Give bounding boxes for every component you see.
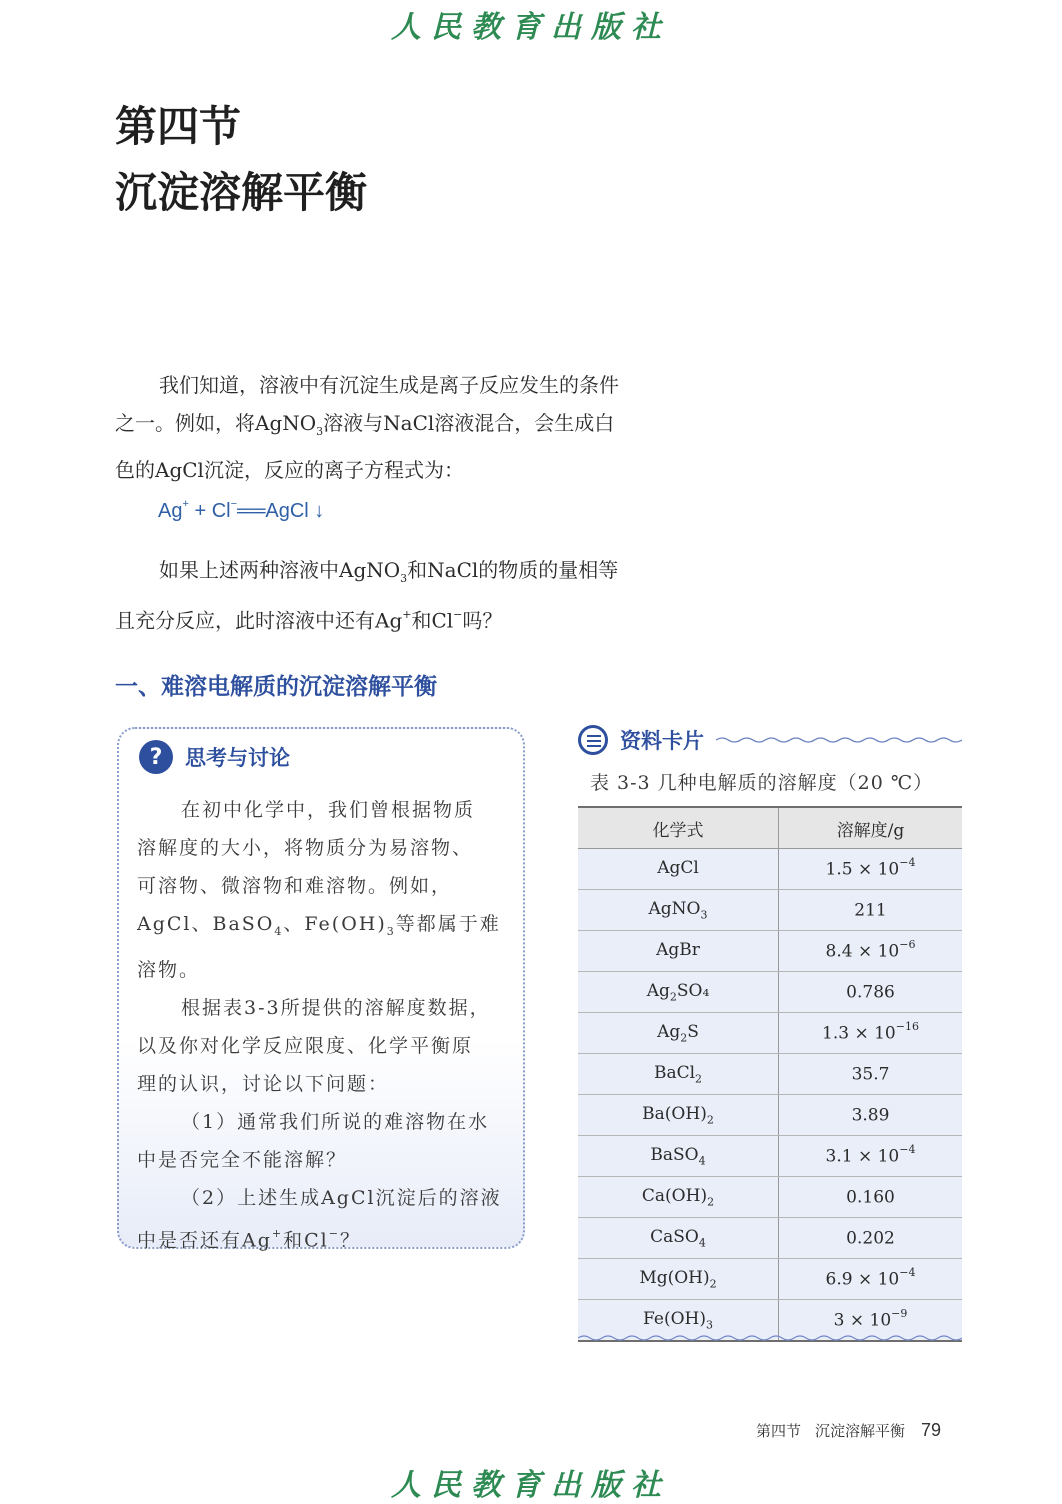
solubility-cell bbox=[779, 890, 963, 931]
column-header: 溶解度/g bbox=[779, 807, 963, 849]
text-run: 8.4 × 10 bbox=[825, 941, 900, 962]
publisher-logo-bottom: 人民教育出版社 bbox=[391, 1468, 671, 1503]
text-run: 211 bbox=[854, 900, 887, 921]
formula-cell bbox=[578, 931, 779, 972]
text-run: Mg(OH) bbox=[639, 1267, 710, 1288]
ionic-equation bbox=[158, 500, 324, 523]
subsection-heading: 一、难溶电解质的沉淀溶解平衡 bbox=[115, 674, 437, 700]
discussion-line: （2）上述生成AgCl沉淀后的溶液 bbox=[181, 1186, 502, 1209]
discussion-box bbox=[117, 727, 525, 1252]
discussion-header bbox=[139, 739, 290, 775]
table-row bbox=[578, 1136, 962, 1177]
text-run: 等都属于难 bbox=[395, 913, 501, 935]
table-row bbox=[578, 1054, 962, 1095]
table-row bbox=[578, 972, 962, 1013]
column-header: 化学式 bbox=[578, 807, 779, 849]
discussion-line: 可溶物、微溶物和难溶物。例如， bbox=[137, 875, 453, 897]
text-run: 和Cl bbox=[411, 608, 454, 633]
subscript: 2 bbox=[695, 1072, 703, 1086]
text-run: AgCl bbox=[657, 857, 699, 878]
discussion-line: 理的认识，讨论以下问题： bbox=[137, 1072, 390, 1095]
formula-cell bbox=[578, 972, 779, 1013]
subscript: 3 bbox=[400, 572, 408, 585]
text-run: Ag bbox=[657, 1021, 681, 1042]
text-run: Ag bbox=[646, 980, 670, 1001]
superscript: −4 bbox=[899, 856, 916, 870]
subscript: 3 bbox=[705, 1318, 713, 1332]
intro-paragraph bbox=[115, 366, 675, 489]
subscript: 4 bbox=[698, 1236, 706, 1250]
solubility-cell bbox=[779, 931, 963, 972]
section-number: 第四节 bbox=[115, 102, 242, 151]
text-run: Fe(OH) bbox=[643, 1308, 706, 1329]
text-run: 和Cl bbox=[283, 1229, 329, 1252]
subscript: 2 bbox=[709, 1277, 717, 1291]
discussion-line bbox=[137, 1217, 509, 1259]
text-run: 3.1 × 10 bbox=[825, 1146, 900, 1167]
text-run: AgNO bbox=[648, 898, 701, 919]
formula-cell bbox=[578, 849, 779, 890]
text-run: ？ bbox=[339, 1229, 361, 1252]
discussion-line: 中是否完全不能溶解？ bbox=[137, 1148, 348, 1171]
subscript: 2 bbox=[669, 990, 677, 1004]
table-row bbox=[578, 931, 962, 972]
text-run: 中是否还有Ag bbox=[137, 1229, 272, 1252]
formula-cell bbox=[578, 1013, 779, 1054]
table-caption: 表 3-3 几种电解质的溶解度（20 ℃） bbox=[590, 772, 934, 794]
question-paragraph bbox=[115, 551, 675, 640]
text-run: 0.202 bbox=[846, 1228, 895, 1249]
question-icon: ? bbox=[139, 740, 173, 774]
superscript: − bbox=[230, 498, 238, 511]
data-card-title: 资料卡片 bbox=[620, 729, 704, 753]
text-run: + Cl bbox=[188, 500, 231, 522]
subscript: 3 bbox=[386, 924, 396, 938]
discussion-line bbox=[137, 905, 509, 951]
intro-line bbox=[115, 404, 675, 451]
superscript: + bbox=[182, 498, 189, 511]
text-run: 吗？ bbox=[462, 608, 503, 633]
discussion-line: 在初中化学中，我们曾根据物质 bbox=[181, 799, 476, 821]
footer-title: 沉淀溶解平衡 bbox=[815, 1422, 906, 1440]
intro-line: 色的AgCl沉淀，反应的离子方程式为： bbox=[115, 458, 464, 482]
intro-line: 我们知道，溶液中有沉淀生成是离子反应发生的条件 bbox=[159, 373, 619, 397]
superscript: + bbox=[402, 608, 412, 621]
discussion-line: （1）通常我们所说的难溶物在水 bbox=[181, 1110, 490, 1133]
superscript: −4 bbox=[899, 1266, 916, 1280]
solubility-cell bbox=[779, 1136, 963, 1177]
formula-cell bbox=[578, 890, 779, 931]
discussion-body bbox=[137, 791, 509, 1259]
text-run: S bbox=[687, 1021, 699, 1042]
text-run: AgCl、BaSO bbox=[137, 913, 275, 935]
solubility-cell bbox=[779, 1177, 963, 1218]
solubility-cell bbox=[779, 1218, 963, 1259]
table-row bbox=[578, 1218, 962, 1259]
formula-cell bbox=[578, 1218, 779, 1259]
text-run: 溶液与NaCl溶液混合，会生成白 bbox=[323, 411, 615, 435]
superscript: −16 bbox=[895, 1020, 919, 1034]
question-line bbox=[115, 551, 675, 598]
solubility-cell bbox=[779, 849, 963, 890]
text-run: Ca(OH) bbox=[641, 1185, 708, 1206]
solubility-cell bbox=[779, 1054, 963, 1095]
text-run: 35.7 bbox=[851, 1064, 890, 1085]
subscript: 4 bbox=[274, 924, 284, 938]
formula-cell bbox=[578, 1054, 779, 1095]
discussion-line: 溶物。 bbox=[137, 958, 201, 981]
subscript: 3 bbox=[700, 908, 708, 922]
wave-divider-bottom bbox=[578, 1332, 962, 1344]
document-icon bbox=[578, 725, 608, 755]
text-run: BaCl bbox=[653, 1062, 696, 1083]
formula-cell bbox=[578, 1177, 779, 1218]
discussion-line: 根据表3-3所提供的溶解度数据， bbox=[181, 996, 491, 1019]
text-run: BaSO bbox=[650, 1144, 699, 1165]
text-run: 1.5 × 10 bbox=[825, 859, 900, 880]
superscript: − bbox=[328, 1226, 340, 1240]
text-run: 、Fe(OH) bbox=[283, 913, 387, 935]
subscript: 2 bbox=[707, 1195, 715, 1209]
text-run: CaSO bbox=[650, 1226, 699, 1247]
table-row bbox=[578, 1095, 962, 1136]
discussion-title: 思考与讨论 bbox=[185, 746, 290, 770]
text-run: 之一。例如，将AgNO bbox=[115, 411, 317, 435]
solubility-cell bbox=[779, 1013, 963, 1054]
text-run: 且充分反应，此时溶液中还有Ag bbox=[115, 608, 403, 633]
page-footer bbox=[756, 1420, 941, 1441]
text-run: ══AgCl ↓ bbox=[237, 500, 325, 522]
table-row bbox=[578, 1177, 962, 1218]
subscript: 4 bbox=[698, 1154, 706, 1168]
text-run: 0.160 bbox=[846, 1187, 895, 1208]
table-row bbox=[578, 849, 962, 890]
text-run: 3.89 bbox=[851, 1105, 890, 1126]
formula-cell bbox=[578, 1259, 779, 1300]
solubility-table bbox=[578, 806, 962, 1342]
text-run: AgBr bbox=[656, 939, 700, 960]
subscript: 3 bbox=[316, 425, 324, 438]
superscript: −6 bbox=[899, 938, 916, 952]
superscript: + bbox=[271, 1226, 284, 1240]
superscript: − bbox=[453, 608, 463, 621]
discussion-line: 以及你对化学反应限度、化学平衡原 bbox=[137, 1034, 474, 1057]
footer-section: 第四节 bbox=[756, 1422, 802, 1440]
solubility-cell bbox=[779, 972, 963, 1013]
section-title: 沉淀溶解平衡 bbox=[115, 168, 368, 217]
wave-divider bbox=[716, 734, 962, 746]
text-run: 1.3 × 10 bbox=[822, 1023, 896, 1044]
formula-cell bbox=[578, 1136, 779, 1177]
subscript: 2 bbox=[706, 1113, 714, 1127]
discussion-line: 溶解度的大小，将物质分为易溶物、 bbox=[137, 837, 474, 859]
text-run: 6.9 × 10 bbox=[825, 1269, 900, 1290]
text-run: 0.786 bbox=[846, 982, 895, 1003]
publisher-logo-top: 人民教育出版社 bbox=[391, 10, 671, 45]
data-card-header bbox=[578, 722, 962, 758]
text-run: 和NaCl的物质的量相等 bbox=[407, 558, 619, 582]
text-run: SO₄ bbox=[676, 980, 710, 1001]
subscript: 2 bbox=[680, 1031, 688, 1045]
text-run: Ag bbox=[158, 500, 183, 522]
table-row bbox=[578, 1013, 962, 1054]
table-row bbox=[578, 890, 962, 931]
text-run: 如果上述两种溶液中AgNO bbox=[159, 558, 401, 582]
table-row bbox=[578, 1259, 962, 1300]
text-run: 3 × 10 bbox=[833, 1310, 892, 1331]
table-header-row bbox=[578, 807, 962, 849]
question-line bbox=[115, 598, 675, 640]
solubility-cell bbox=[779, 1259, 963, 1300]
formula-cell bbox=[578, 1095, 779, 1136]
page-number: 79 bbox=[921, 1420, 942, 1440]
text-run: Ba(OH) bbox=[642, 1103, 707, 1124]
superscript: −4 bbox=[899, 1143, 916, 1157]
solubility-cell bbox=[779, 1095, 963, 1136]
superscript: −9 bbox=[891, 1307, 908, 1321]
